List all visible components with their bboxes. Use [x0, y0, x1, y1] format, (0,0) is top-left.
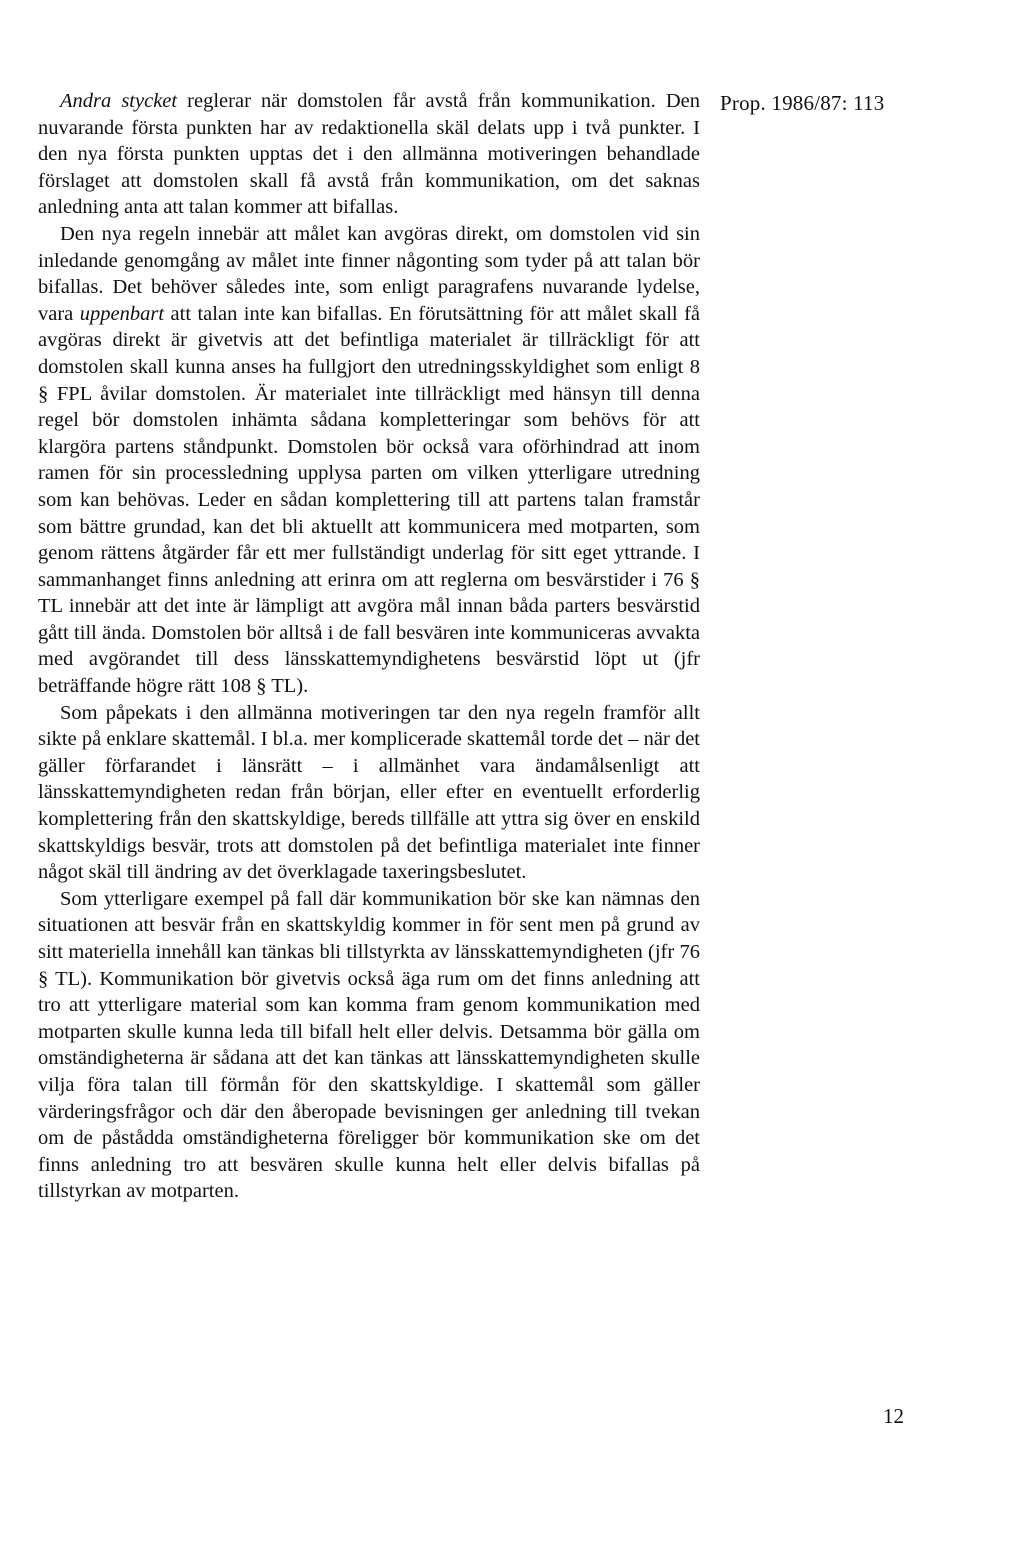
paragraph-enklare-skattemal	[38, 700, 700, 886]
body-text	[38, 88, 700, 1205]
paragraph-nya-regeln	[38, 221, 700, 700]
page-number: 12	[883, 1404, 904, 1428]
paragraph-text-before-italic: Den nya regeln innebär att målet kan avgöras direkt, om domstolen vid sin inledande genomgång av målet inte finner någonting som tyder på att talan bör bifallas. Det behöver således inte, som enligt paragrafens nuvarande lydelse, vara	[38, 222, 700, 325]
paragraph-text-after-italic: att talan inte kan bifallas. En förutsättning för att målet skall få avgöras direkt är givetvis att det befintliga materialet är tillräckligt för att domstolen skall kunna anses ha fullgjort den utredningsskyldighet som enligt 8 § FPL åvilar domstolen. Är materialet inte tillräckligt med hänsyn till denna regel bör domstolen inhämta sådana kompletteringar som behövs för att klargöra partens ståndpunkt. Domstolen bör också vara oförhindrad att inom ramen för sin processledning upplysa parten om vilken ytterligare utredning som kan behövas. Leder en sådan komplettering till att partens talan framstår som bättre grundad, kan det bli aktuellt att kommunicera med motparten, som genom rättens åtgärder får ett mer fullständigt underlag för sitt eget yttrande. I sammanhanget finns anledning att erinra om att reglerna om besvärstider i 76 § TL innebär att det inte är lämpligt att avgöra mål innan båda parters besvärstid gått till ända. Domstolen bör alltså i de fall besvären inte kommuniceras avvakta med avgörandet till dess länsskattemyndighetens besvärstid löpt ut (jfr beträffande högre rätt 108 § TL).	[38, 302, 700, 698]
paragraph-text: Som ytterligare exempel på fall där kommunikation bör ske kan nämnas den situationen att besvär från en skattskyldig kommer in för sent men på grund av sitt materiella innehåll kan tänkas bli tillstyrkta av länsskattemyndigheten (jfr 76 § TL). Kommunikation bör givetvis också äga rum om det finns anledning att tro att ytterligare material som kan komma fram genom kommunikation med motparten skulle kunna leda till bifall helt eller delvis. Detsamma bör gälla om omständigheterna är sådana att det kan tänkas att länsskattemyndigheten skulle vilja föra talan till förmån för den skattskyldige. I skattemål som gäller värderingsfrågor och där den åberopade bevisningen ger anledning till tvekan om de påstådda omständigheterna föreligger bör kommunikation ske om det finns anledning tro att besvären skulle kunna helt eller delvis bifallas på tillstyrkan av motparten.	[38, 887, 700, 1203]
paragraph-ytterligare-exempel	[38, 886, 700, 1205]
paragraph-text: Som påpekats i den allmänna motiveringen tar den nya regeln framför allt sikte på enklare skattemål. I bl.a. mer komplicerade skattemål torde det – när det gäller förfarandet i länsrätt – i allmänhet vara ändamålsenligt att länsskattemyndigheten redan från början, eller efter en eventuellt erforderlig komplettering från den skattskyldige, bereds tillfälle att yttra sig över en enskild skattskyldigs besvär, trots att domstolen på det befintliga materialet inte finner något skäl till ändring av det överklagade taxeringsbeslutet.	[38, 701, 700, 884]
paragraph-italic-word: uppenbart	[79, 302, 165, 325]
proposition-reference: Prop. 1986/87: 113	[720, 91, 885, 115]
paragraph-lead-italic: Andra stycket	[60, 90, 178, 112]
paragraph-andra-stycket	[38, 88, 700, 221]
paragraph-text: reglerar när domstolen får avstå från kommunikation. Den nuvarande första punkten har av redaktionella skäl delats upp i två punkter. I den nya första punkten upptas det i den allmänna motiveringen behandlade förslaget att domstolen skall få avstå från kommunikation, om det saknas anledning anta att talan kommer att bifallas.	[38, 90, 700, 219]
